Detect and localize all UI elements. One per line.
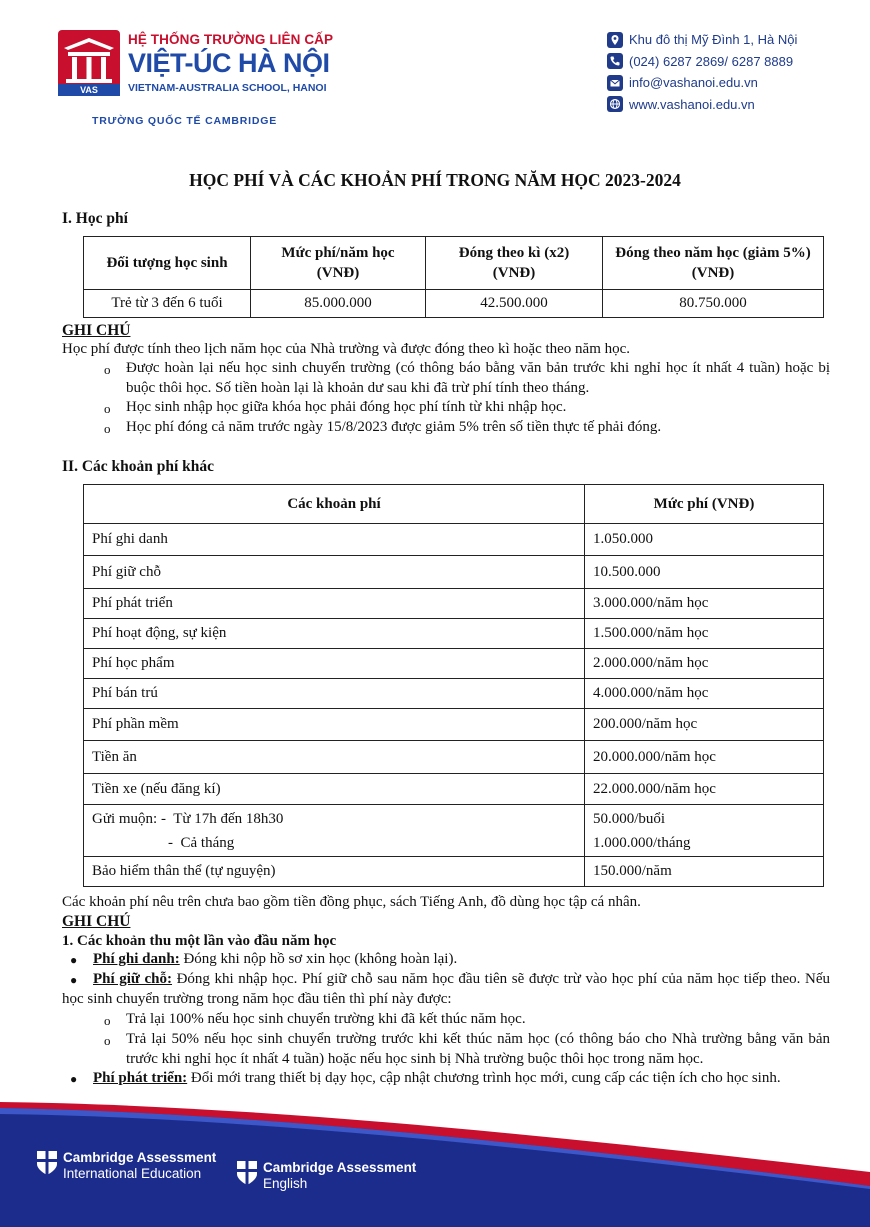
table-row bbox=[84, 679, 824, 709]
fee-name: Phí học phẩm bbox=[84, 649, 585, 679]
table-row bbox=[84, 774, 824, 805]
late-pickup-line-2: - Cả tháng bbox=[168, 834, 235, 851]
reservation-sub-item: Trả lại 100% nếu học sinh chuyển trường khi đã kết thúc năm học. bbox=[126, 1011, 526, 1027]
cambridge-shield-icon bbox=[236, 1160, 258, 1186]
table-row bbox=[84, 589, 824, 619]
note-subheading: 1. Các khoản thu một lần vào đầu năm học bbox=[62, 933, 337, 949]
note-item: Học sinh nhập học giữa khóa học phải đóng học phí tính từ khi nhập học. bbox=[126, 399, 567, 415]
note-item: Được hoàn lại nếu học sinh chuyển trường (có thông báo bằng văn bản trước khi nghỉ học ít nhất 4 tuần) hoặc bị buộc thôi học. Số tiền hoàn lại là khoản dư sau khi đã trừ phí tính theo tháng. bbox=[126, 360, 830, 396]
tuition-col-term: Đóng theo kì (x2) (VNĐ) bbox=[426, 237, 603, 290]
table-row bbox=[84, 649, 824, 679]
late-pickup-fee-2: 1.000.000/tháng bbox=[593, 834, 691, 851]
fee-amount: 1.500.000/năm học bbox=[585, 619, 824, 649]
phone-icon bbox=[607, 53, 623, 69]
development-fee-text: Đổi mới trang thiết bị dạy học, cập nhật chương trình học mới, cung cấp các tiện ích cho học sinh. bbox=[187, 1070, 781, 1086]
reservation-fee-text: Đóng khi nhập học. Phí giữ chỗ sau năm học đầu tiên sẽ được trừ vào học phí của năm học tiếp theo. Nếu học sinh chuyển trường trong năm học đầu tiên thì phí này được: bbox=[62, 971, 830, 1007]
badge-text: VAS bbox=[80, 85, 98, 95]
fee-amount: 20.000.000/năm học bbox=[585, 741, 824, 774]
cam1-line-2: International Education bbox=[63, 1166, 202, 1181]
development-fee-label: Phí phát triển: bbox=[93, 1070, 188, 1086]
tuition-col-year-discount: Đóng theo năm học (giảm 5%) (VNĐ) bbox=[603, 237, 824, 290]
logo-line-4: TRƯỜNG QUỐC TẾ CAMBRIDGE bbox=[92, 115, 278, 127]
note-heading-2: GHI CHÚ bbox=[62, 913, 131, 930]
logo-line-3: VIETNAM-AUSTRALIA SCHOOL, HANOI bbox=[128, 82, 327, 94]
section-2-heading: II. Các khoản phí khác bbox=[62, 458, 215, 475]
table-row bbox=[84, 290, 824, 318]
fee-name: Tiền xe (nếu đăng kí) bbox=[84, 774, 585, 805]
bullet-icon: ● bbox=[70, 953, 78, 967]
fee-amount: 22.000.000/năm học bbox=[585, 774, 824, 805]
cam2-line-1: Cambridge Assessment bbox=[263, 1160, 417, 1175]
note-reservation-fee bbox=[62, 970, 830, 1009]
reservation-fee-label: Phí giữ chỗ: bbox=[93, 971, 173, 987]
web-icon bbox=[607, 96, 623, 112]
bullet-icon: o bbox=[104, 421, 111, 436]
table-row bbox=[84, 619, 824, 649]
bullet-icon: o bbox=[104, 401, 111, 416]
fee-amount: 200.000/năm học bbox=[585, 709, 824, 741]
cambridge-shield-icon bbox=[36, 1150, 58, 1176]
tuition-table-header bbox=[84, 237, 824, 290]
contact-phone-text[interactable]: (024) 6287 2869/ 6287 8889 bbox=[629, 53, 794, 69]
table-row bbox=[84, 741, 824, 774]
school-logo bbox=[58, 30, 334, 130]
cam2-line-2: English bbox=[263, 1176, 308, 1191]
table-row bbox=[84, 805, 824, 857]
late-pickup-fee-1: 50.000/buổi bbox=[593, 810, 666, 827]
fee-name: Phí phát triển bbox=[84, 589, 585, 619]
fee-name: Bảo hiểm thân thể (tự nguyện) bbox=[84, 857, 585, 887]
fee-name: Phí phần mềm bbox=[84, 709, 585, 741]
fee-amount: 1.050.000 bbox=[585, 524, 824, 556]
logo-line-1: HỆ THỐNG TRƯỜNG LIÊN CẤP bbox=[128, 32, 334, 47]
fee-name: Phí bán trú bbox=[84, 679, 585, 709]
table-row bbox=[84, 556, 824, 589]
tuition-cell: 85.000.000 bbox=[251, 290, 426, 318]
table-row bbox=[84, 857, 824, 887]
contact-website bbox=[607, 94, 847, 116]
fee-amount bbox=[585, 805, 824, 857]
fee-amount: 150.000/năm bbox=[585, 857, 824, 887]
tuition-col-annual: Mức phí/năm học (VNĐ) bbox=[251, 237, 426, 290]
note-item: Học phí đóng cả năm trước ngày 15/8/2023 được giảm 5% trên số tiền thực tế phải đóng. bbox=[126, 419, 662, 435]
school-badge-icon bbox=[58, 30, 120, 96]
fees-col-item: Các khoản phí bbox=[84, 485, 585, 524]
other-fees-table bbox=[83, 484, 824, 887]
section-1-heading: I. Học phí bbox=[62, 210, 128, 227]
contact-address bbox=[607, 29, 847, 51]
tuition-col-student: Đối tượng học sinh bbox=[84, 237, 251, 290]
mail-icon bbox=[607, 75, 623, 91]
location-icon bbox=[607, 32, 623, 48]
fee-name bbox=[84, 805, 585, 857]
bullet-icon: o bbox=[104, 362, 111, 377]
fee-amount: 10.500.000 bbox=[585, 556, 824, 589]
contact-phone bbox=[607, 51, 847, 73]
registration-fee-label: Phí ghi danh: bbox=[93, 951, 180, 967]
contact-address-text: Khu đô thị Mỹ Đình 1, Hà Nội bbox=[629, 32, 798, 48]
bullet-icon: o bbox=[104, 1013, 111, 1028]
note-intro: Học phí được tính theo lịch năm học của Nhà trường và được đóng theo kì hoặc theo năm học. bbox=[62, 341, 631, 357]
fee-name: Phí hoạt động, sự kiện bbox=[84, 619, 585, 649]
contact-info bbox=[607, 29, 847, 115]
tuition-cell: 80.750.000 bbox=[603, 290, 824, 318]
fee-amount: 3.000.000/năm học bbox=[585, 589, 824, 619]
cam1-line-1: Cambridge Assessment bbox=[63, 1150, 217, 1165]
tuition-cell: 42.500.000 bbox=[426, 290, 603, 318]
note-heading-1: GHI CHÚ bbox=[62, 322, 131, 339]
note-registration-fee bbox=[93, 950, 830, 970]
logo-line-2: VIỆT-ÚC HÀ NỘI bbox=[128, 48, 330, 78]
page-title: HỌC PHÍ VÀ CÁC KHOẢN PHÍ TRONG NĂM HỌC 2023-2024 bbox=[189, 170, 681, 190]
fees-disclaimer: Các khoản phí nêu trên chưa bao gồm tiền đồng phục, sách Tiếng Anh, đồ dùng học tập cá nhân. bbox=[62, 894, 641, 910]
fees-col-amount: Mức phí (VNĐ) bbox=[585, 485, 824, 524]
bullet-icon: o bbox=[104, 1033, 111, 1048]
contact-email bbox=[607, 72, 847, 94]
registration-fee-text: Đóng khi nộp hồ sơ xin học (không hoàn lại). bbox=[179, 951, 458, 967]
bullet-icon: ● bbox=[70, 1072, 78, 1086]
contact-website-link[interactable]: www.vashanoi.edu.vn bbox=[629, 96, 755, 112]
fee-name: Phí giữ chỗ bbox=[84, 556, 585, 589]
tuition-table bbox=[83, 236, 824, 318]
reservation-sub-item: Trả lại 50% nếu học sinh chuyển trường trước khi kết thúc năm học (có thông báo cho Nhà trường bằng văn bản trước khi nghỉ học ít nhất 4 tuần) hoặc nếu học sinh bị Nhà trường buộc thôi học trong năm học. bbox=[126, 1031, 830, 1067]
bullet-icon: ● bbox=[70, 973, 78, 987]
fee-name: Tiền ăn bbox=[84, 741, 585, 774]
fee-name: Phí ghi danh bbox=[84, 524, 585, 556]
late-pickup-line-1: Gửi muộn: - Từ 17h đến 18h30 bbox=[92, 810, 284, 827]
fee-amount: 4.000.000/năm học bbox=[585, 679, 824, 709]
table-row bbox=[84, 709, 824, 741]
contact-email-link[interactable]: info@vashanoi.edu.vn bbox=[629, 75, 758, 91]
fee-amount: 2.000.000/năm học bbox=[585, 649, 824, 679]
table-row bbox=[84, 524, 824, 556]
tuition-cell: Trẻ từ 3 đến 6 tuổi bbox=[84, 290, 251, 318]
fees-table-header bbox=[84, 485, 824, 524]
note-development-fee bbox=[62, 1069, 830, 1089]
